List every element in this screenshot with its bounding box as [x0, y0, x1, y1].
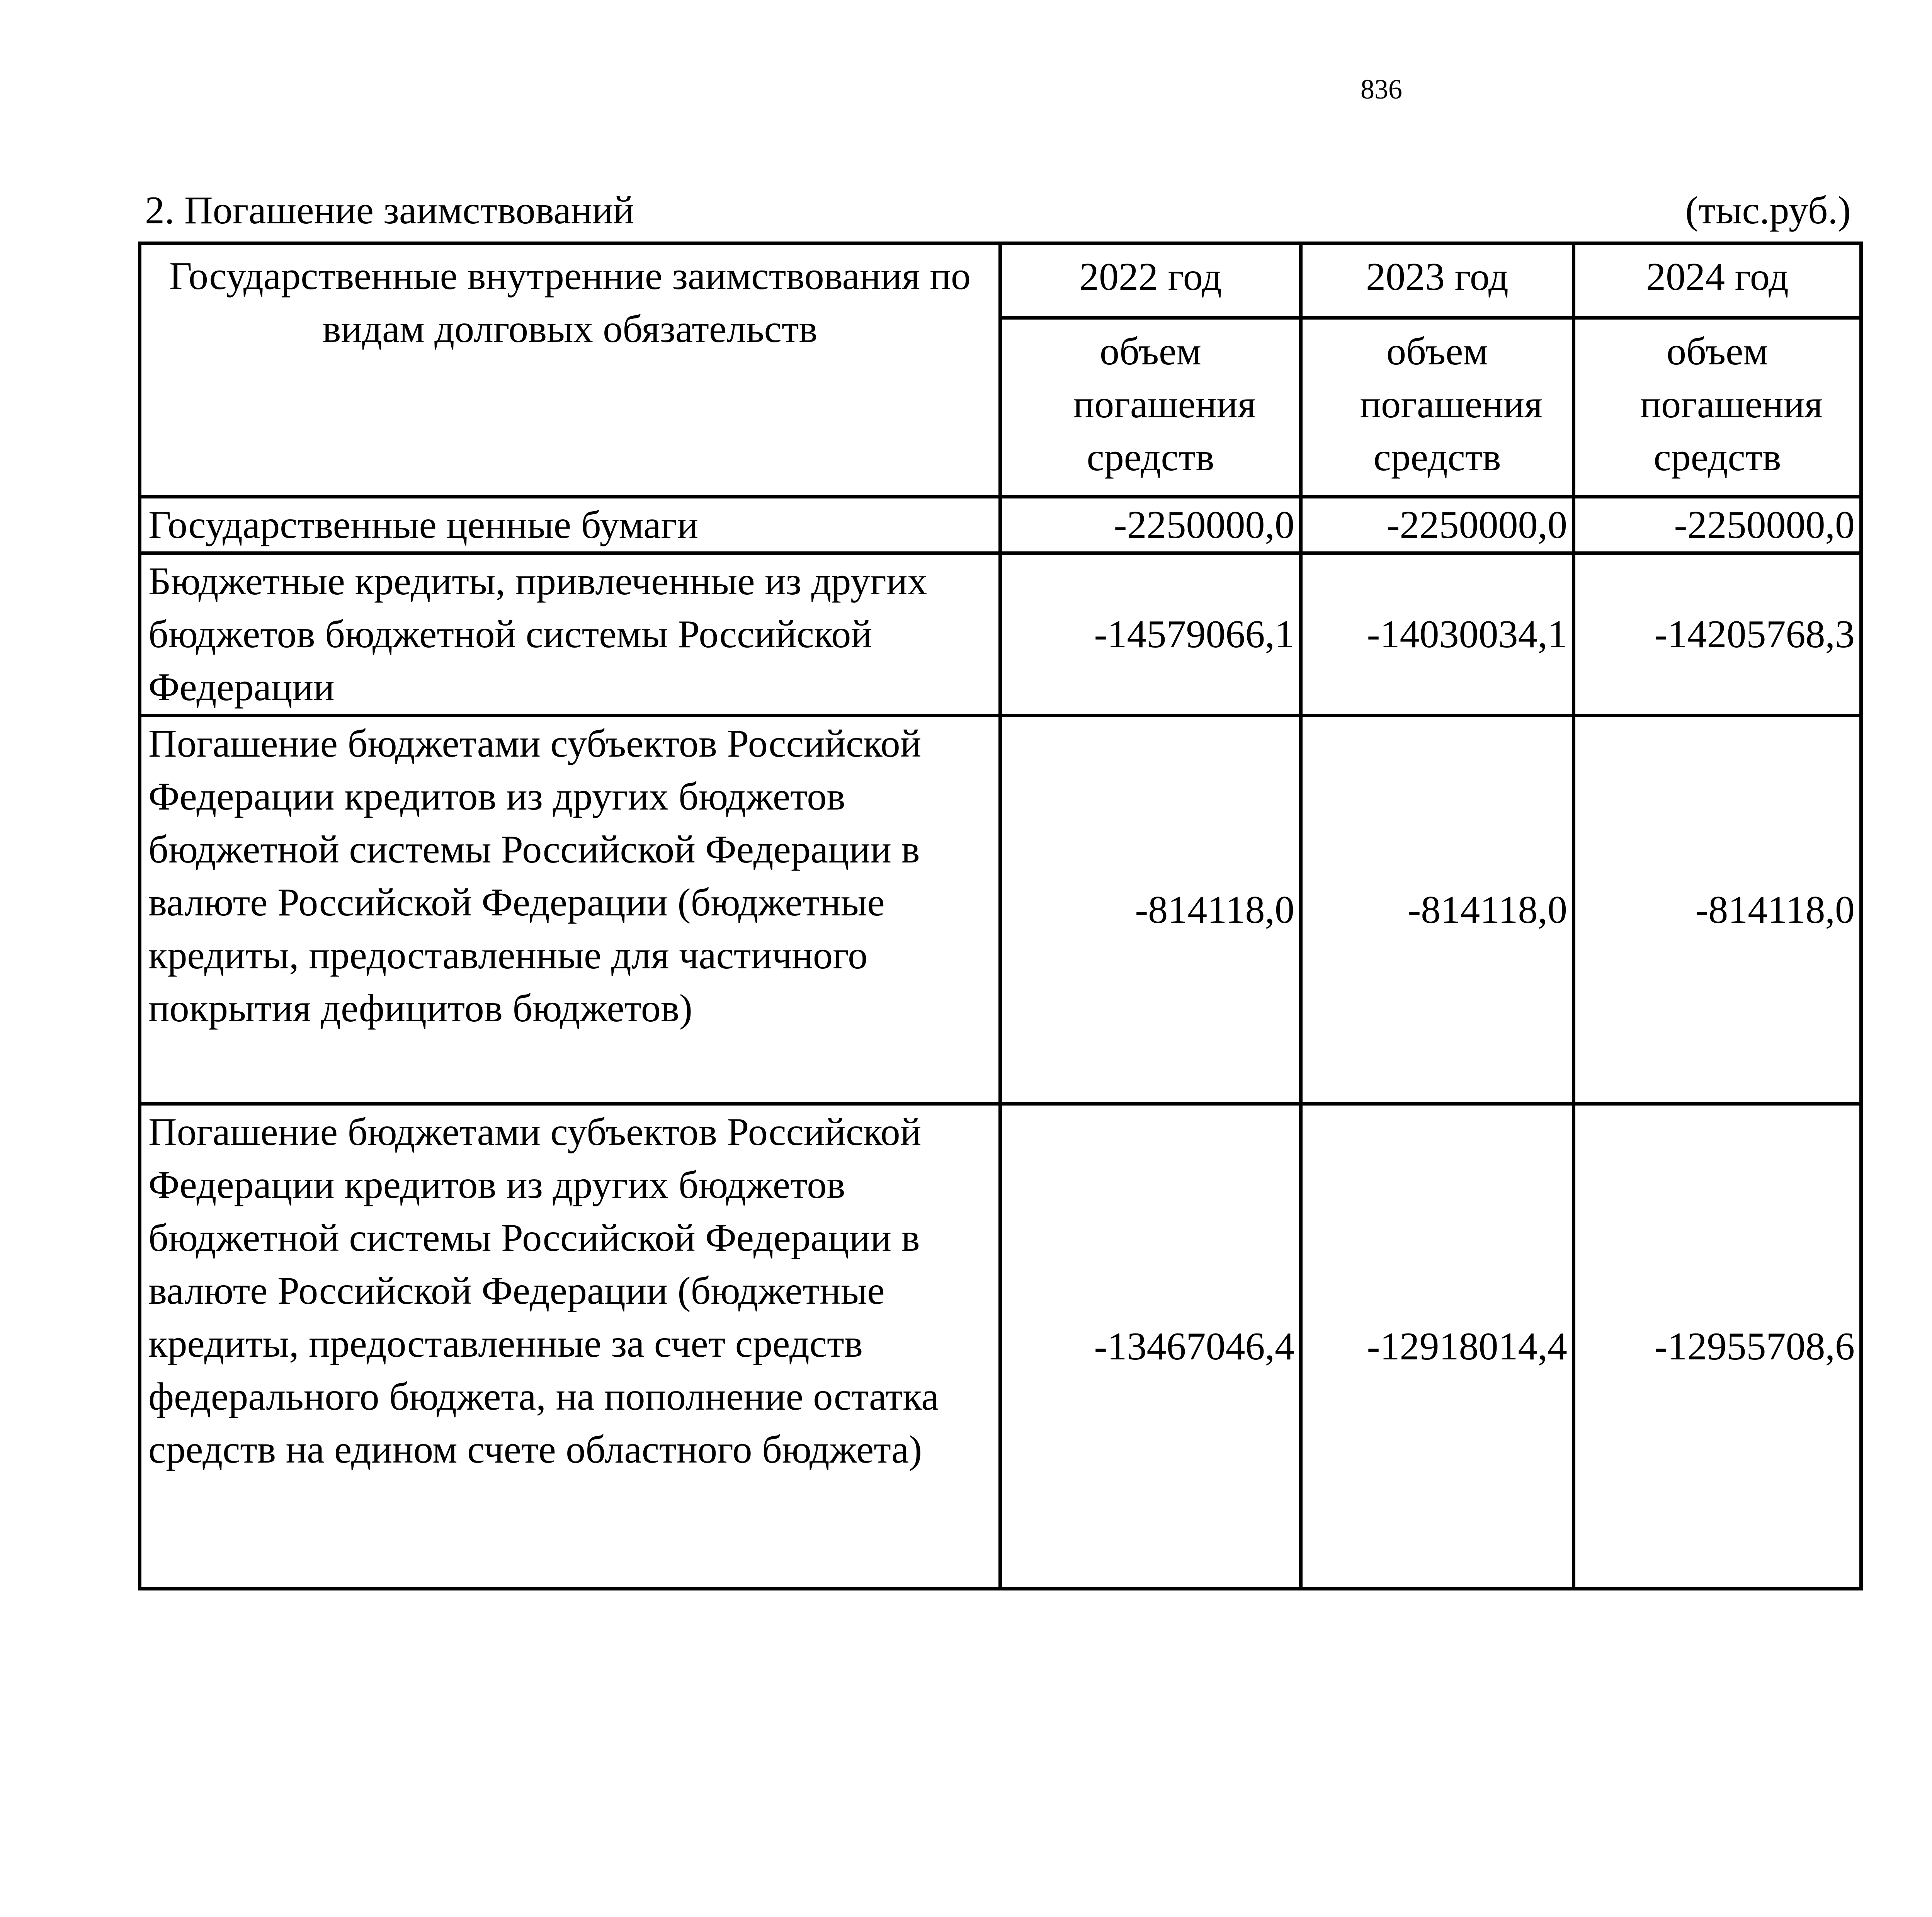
header-year-2024: 2024 год — [1574, 243, 1861, 318]
unit-label: (тыс.руб.) — [1685, 189, 1851, 232]
row-value-2023: -2250000,0 — [1301, 497, 1574, 553]
row-name: Государственные ценные бумаги — [140, 497, 1000, 553]
subheader-2024 — [1574, 318, 1861, 497]
table-row — [140, 553, 1861, 716]
row-name: Бюджетные кредиты, привлеченные из других бюджетов бюджетной системы Российской Федерации — [140, 553, 1000, 716]
subheader-2023 — [1301, 318, 1574, 497]
row-value-2024: -14205768,3 — [1574, 553, 1861, 716]
subheader-2022 — [1000, 318, 1301, 497]
row-value-2024: -2250000,0 — [1574, 497, 1861, 553]
row-value-2022: -13467046,4 — [1000, 1104, 1301, 1589]
header-name-column: Государственные внутренние заимствования по видам долговых обязательств — [140, 243, 1000, 497]
header-year-2023: 2023 год — [1301, 243, 1574, 318]
page-number: 836 — [1361, 74, 1402, 105]
row-value-2024: -814118,0 — [1574, 716, 1861, 1104]
row-value-2023: -14030034,1 — [1301, 553, 1574, 716]
table-row — [140, 716, 1861, 1104]
row-value-2024: -12955708,6 — [1574, 1104, 1861, 1589]
table-row — [140, 497, 1861, 553]
row-value-2023: -814118,0 — [1301, 716, 1574, 1104]
row-value-2022: -2250000,0 — [1000, 497, 1301, 553]
section-title: 2. Погашение заимствований — [145, 189, 634, 232]
row-value-2023: -12918014,4 — [1301, 1104, 1574, 1589]
header-year-2022: 2022 год — [1000, 243, 1301, 318]
subheader-label: объем погашения средств — [1640, 330, 1823, 479]
table-caption — [145, 187, 1851, 234]
subheader-label: объем погашения средств — [1360, 330, 1543, 479]
table-header-row — [140, 243, 1861, 318]
table-row — [140, 1104, 1861, 1589]
row-name: Погашение бюджетами субъектов Российской Федерации кредитов из других бюджетов бюджетной системы Российской Федерации в валюте Российской Федерации (бюджетные кредиты, предоставленные для частичного покрытия дефицитов бюджетов) — [140, 716, 1000, 1104]
subheader-label: объем погашения средств — [1073, 330, 1256, 479]
row-value-2022: -14579066,1 — [1000, 553, 1301, 716]
row-name: Погашение бюджетами субъектов Российской Федерации кредитов из других бюджетов бюджетной системы Российской Федерации в валюте Российской Федерации (бюджетные кредиты, предоставленные за счет средств федерального бюджета, на пополнение остатка средств на едином счете областного бюджета) — [140, 1104, 1000, 1589]
borrowings-table — [138, 242, 1863, 1590]
row-value-2022: -814118,0 — [1000, 716, 1301, 1104]
